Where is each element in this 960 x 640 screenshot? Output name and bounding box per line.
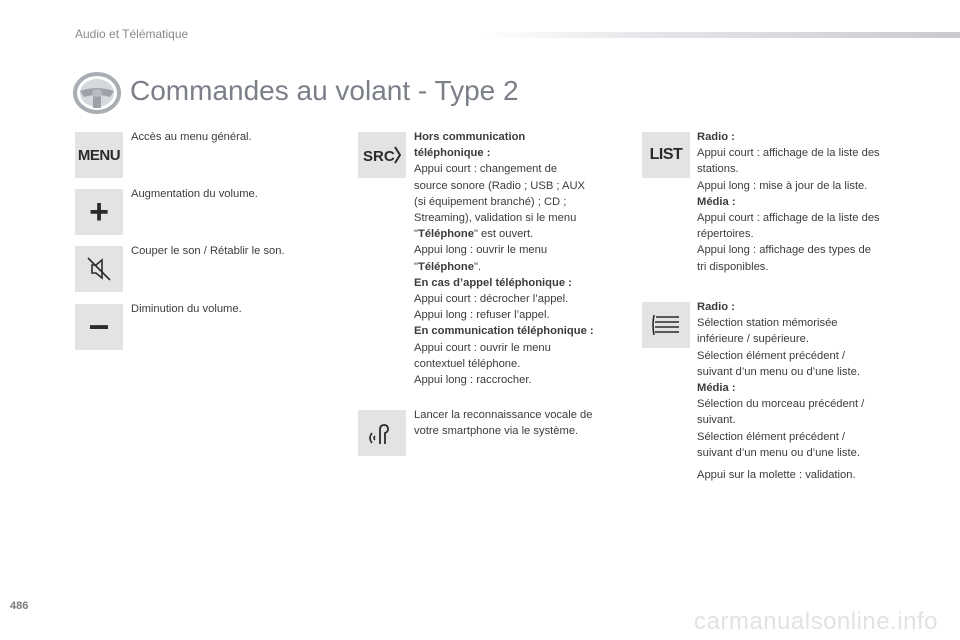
minus-icon (75, 304, 123, 350)
list-line: Appui court : affichage de la liste des (697, 147, 880, 160)
wheel-validation-line: Appui sur la molette : validation. (697, 469, 856, 482)
wheel-heading-radio: Radio : (697, 301, 735, 313)
list-heading-radio: Radio : (697, 131, 735, 143)
plus-glyph: + (89, 193, 109, 231)
list-button-icon (642, 132, 690, 178)
wheel-line: inférieure / supérieure. (697, 333, 809, 346)
wheel-line: Sélection du morceau précédent / (697, 398, 865, 411)
src-line: Appui court : ouvrir le menu (414, 341, 551, 354)
src-heading-2: En cas d’appel téléphonique : (414, 276, 572, 289)
mute-speaker-icon (75, 246, 123, 292)
steering-wheel-icon (72, 70, 122, 116)
voice-recognition-icon (358, 410, 406, 456)
voice-line: votre smartphone via le système. (414, 425, 579, 438)
voice-description (414, 407, 593, 439)
src-label: SRC (363, 148, 395, 165)
src-line: contextuel téléphone. (414, 357, 521, 370)
src-line: Appui long : raccrocher. (414, 374, 532, 387)
list-heading-media: Média : (697, 195, 736, 208)
plus-icon (75, 189, 123, 235)
section-title: Audio et Télématique (75, 27, 189, 41)
src-line: (si équipement branché) ; CD ; (414, 195, 567, 208)
voice-line: Lancer la reconnaissance vocale de (414, 409, 593, 421)
src-line: "Téléphone" est ouvert. (414, 228, 534, 241)
src-line: Appui court : changement de (414, 163, 558, 176)
wheel-line: suivant d’un menu ou d’une liste. (697, 446, 860, 459)
page-title: Commandes au volant - Type 2 (130, 75, 519, 106)
menu-button-icon (75, 132, 123, 178)
src-line: source sonore (Radio ; USB ; AUX (414, 179, 585, 192)
list-description (697, 129, 880, 275)
src-line: Appui court : décrocher l’appel. (414, 293, 569, 306)
list-line: répertoires. (697, 228, 754, 241)
wheel-description (697, 299, 864, 483)
wheel-line: Sélection station mémorisée (697, 317, 838, 330)
mute-description: Couper le son / Rétablir le son. (131, 245, 285, 257)
wheel-line: suivant. (697, 414, 736, 427)
minus-description: Diminution du volume. (131, 303, 242, 315)
src-line: Appui long : ouvrir le menu (414, 244, 548, 257)
menu-description: Accès au menu général. (131, 131, 252, 143)
list-label: LIST (649, 146, 683, 163)
src-line: Streaming), validation si le menu (414, 212, 577, 225)
wheel-line: suivant d’un menu ou d’une liste. (697, 365, 860, 378)
page-number: 486 (10, 600, 29, 612)
src-button-icon (358, 132, 406, 178)
header-divider (480, 32, 960, 38)
list-line: Appui long : mise à jour de la liste. (697, 179, 868, 192)
watermark: carmanualsonline.info (694, 608, 938, 635)
src-heading-1: Hors communication (414, 131, 526, 143)
menu-label: MENU (77, 146, 121, 164)
src-heading-1b: téléphonique : (414, 147, 491, 160)
list-line: tri disponibles. (697, 260, 769, 273)
minus-glyph: − (88, 306, 110, 347)
src-heading-3: En communication téléphonique : (414, 325, 594, 338)
wheel-line: Sélection élément précédent / (697, 349, 846, 362)
wheel-heading-media: Média : (697, 382, 736, 395)
thumbwheel-icon (642, 302, 690, 348)
wheel-line: Sélection élément précédent / (697, 430, 846, 443)
list-line: Appui court : affichage de la liste des (697, 212, 880, 225)
src-line: Appui long : refuser l’appel. (414, 309, 550, 322)
plus-description: Augmentation du volume. (131, 188, 258, 200)
src-line: "Téléphone". (414, 260, 482, 273)
list-line: Appui long : affichage des types de (697, 244, 871, 257)
src-description (414, 129, 594, 388)
list-line: stations. (697, 163, 739, 176)
